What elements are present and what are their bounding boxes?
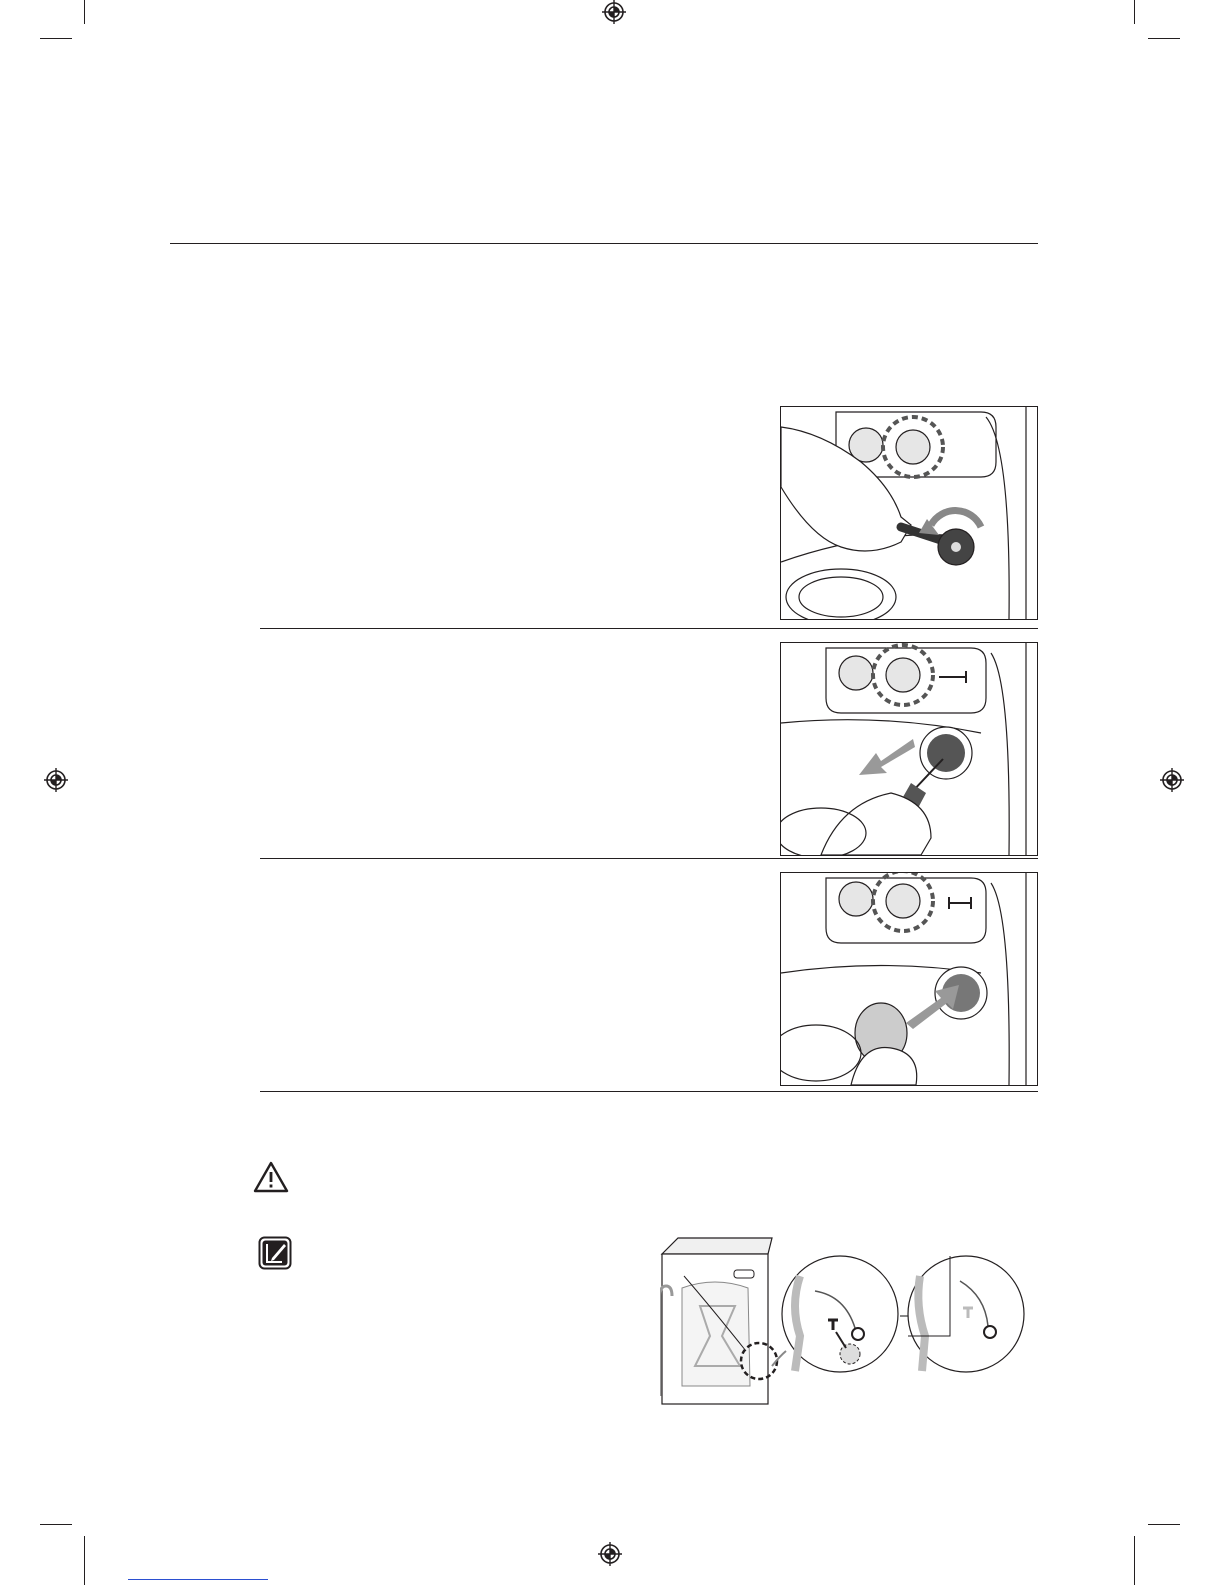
registration-mark-icon bbox=[44, 768, 68, 792]
crop-mark-top-left-v bbox=[84, 0, 85, 24]
crop-mark-top-right-v bbox=[1134, 0, 1135, 24]
registration-mark-icon bbox=[602, 0, 626, 24]
caution-triangle-icon bbox=[253, 1161, 289, 1193]
crop-mark-bottom-left-v bbox=[84, 1536, 85, 1585]
step-divider bbox=[260, 858, 1038, 859]
crop-mark-top-left-h bbox=[40, 38, 72, 39]
footer-link-underline bbox=[128, 1579, 268, 1580]
crop-mark-bottom-right-v bbox=[1134, 1536, 1135, 1585]
step-divider bbox=[260, 1091, 1038, 1092]
header-rule bbox=[170, 243, 1038, 244]
step-1-illustration bbox=[780, 406, 1038, 620]
crop-mark-top-right-h bbox=[1148, 38, 1180, 39]
step-3-illustration bbox=[780, 872, 1038, 1086]
step-2-illustration bbox=[780, 642, 1038, 856]
crop-mark-bottom-right-h bbox=[1148, 1524, 1180, 1525]
registration-mark-icon bbox=[1160, 768, 1184, 792]
rear-panel-figure bbox=[660, 1236, 1038, 1406]
registration-mark-icon bbox=[598, 1542, 622, 1566]
step-divider bbox=[260, 628, 1038, 629]
note-pencil-icon bbox=[258, 1236, 292, 1270]
crop-mark-bottom-left-h bbox=[40, 1524, 72, 1525]
